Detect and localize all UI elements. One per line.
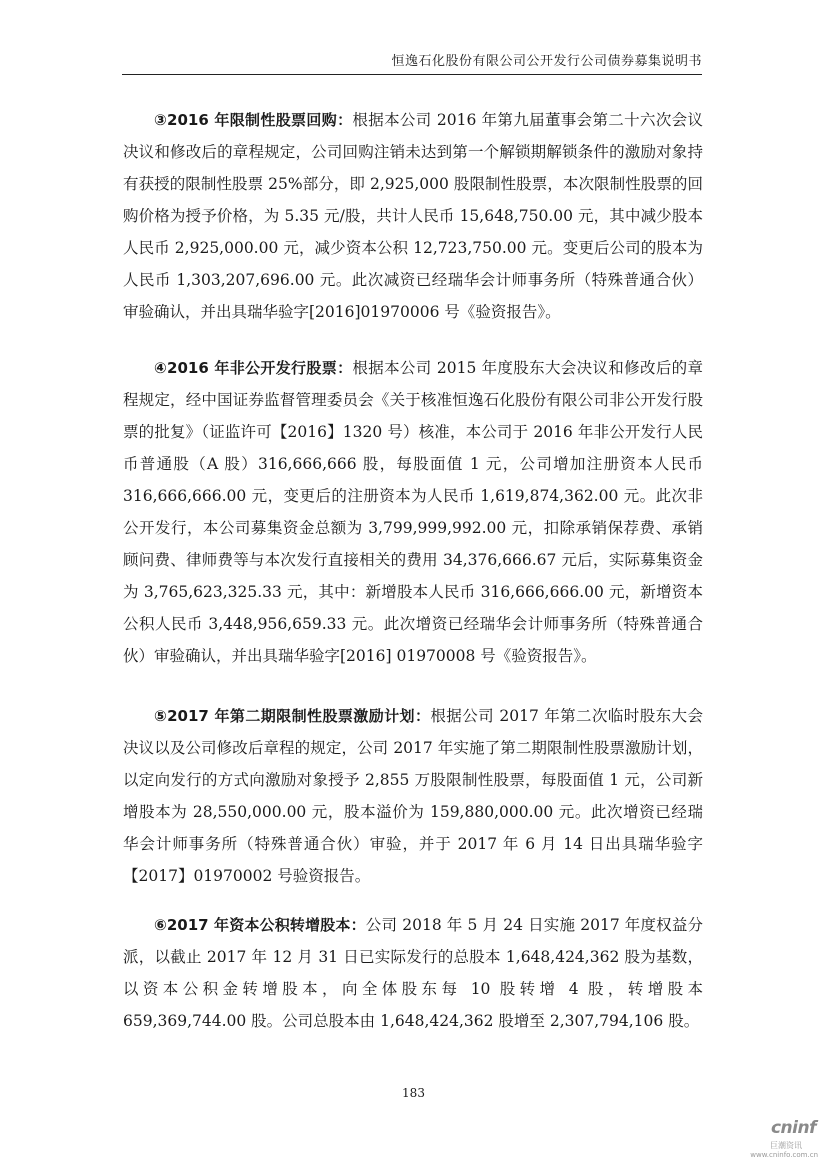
- paragraph-2016-share-repurchase: [123, 104, 703, 328]
- logo-url: www.cninfo.com.cn: [750, 1151, 818, 1159]
- paragraph-heading: ③2016 年限制性股票回购：: [154, 111, 353, 129]
- logo-brand: cninf: [770, 1118, 816, 1138]
- paragraph-2017-incentive-plan: [123, 700, 703, 892]
- cninfo-logo: [752, 1118, 822, 1164]
- logo-chinese-name: 巨潮资讯: [770, 1141, 802, 1150]
- paragraph-2017-capital-reserve-conversion: [123, 909, 703, 1037]
- paragraph-2016-private-placement: [123, 352, 703, 672]
- document-title: 恒逸石化股份有限公司公开发行公司债券募集说明书: [391, 54, 702, 69]
- page-number: 183: [402, 1086, 425, 1100]
- paragraph-heading: ④2016 年非公开发行股票：: [154, 359, 353, 377]
- paragraph-heading: ⑥2017 年资本公积转增股本：: [154, 916, 366, 934]
- page-header: [122, 50, 702, 75]
- paragraph-body: 根据公司 2017 年第二次临时股东大会决议以及公司修改后章程的规定，公司 2017 年实施了第二期限制性股票激励计划，以定向发行的方式向激励对象授予 2,855 万股限制性股票，每股面值 1 元，公司新增股本为 28,550,000.00 元，股本溢价为 159,880,000.00 元。此次增资已经瑞华会计师事务所（特殊普通合伙）审验，并于 2017 年 6 月 14 日出具瑞华验字【2017】01970002 号验资报告。: [123, 707, 703, 885]
- paragraph-body: 公司 2018 年 5 月 24 日实施 2017 年度权益分派，以截止 2017 年 12 月 31 日已实际发行的总股本 1,648,424,362 股为基数，以资本公积金转增股本，向全体股东每 10 股转增 4 股，转增股本 659,369,744.00 股。公司总股本由 1,648,424,362 股增至 2,307,794,106 股。: [123, 916, 703, 1030]
- paragraph-heading: ⑤2017 年第二期限制性股票激励计划：: [154, 707, 431, 725]
- paragraph-body: 根据本公司 2016 年第九届董事会第二十六次会议决议和修改后的章程规定，公司回购注销未达到第一个解锁期解锁条件的激励对象持有获授的限制性股票 25%部分，即 2,925,000 股限制性股票，本次限制性股票的回购价格为授予价格，为 5.35 元/股，共计人民币 15,648,750.00 元，其中减少股本人民币 2,925,000.00 元，减少资本公积 12,723,750.00 元。变更后公司的股本为人民币 1,303,207,696.00 元。此次减资已经瑞华会计师事务所（特殊普通合伙）审验确认，并出具瑞华验字[2016]01970006 号《验资报告》。: [123, 111, 703, 321]
- paragraph-body: 根据本公司 2015 年度股东大会决议和修改后的章程规定，经中国证券监督管理委员会《关于核准恒逸石化股份有限公司非公开发行股票的批复》（证监许可【2016】1320 号）核准，本公司于 2016 年非公开发行人民币普通股（A 股）316,666,666 股，每股面值 1 元，公司增加注册资本人民币 316,666,666.00 元，变更后的注册资本为人民币 1,619,874,362.00 元。此次非公开发行，本公司募集资金总额为 3,799,999,992.00 元，扣除承销保荐费、承销顾问费、律师费等与本次发行直接相关的费用 34,376,666.67 元后，实际募集资金为 3,765,623,325.33 元，其中：新增股本人民币 316,666,666.00 元，新增资本公积人民币 3,448,956,659.33 元。此次增资已经瑞华会计师事务所（特殊普通合伙）审验确认，并出具瑞华验字[2016] 01970008 号《验资报告》。: [123, 359, 703, 665]
